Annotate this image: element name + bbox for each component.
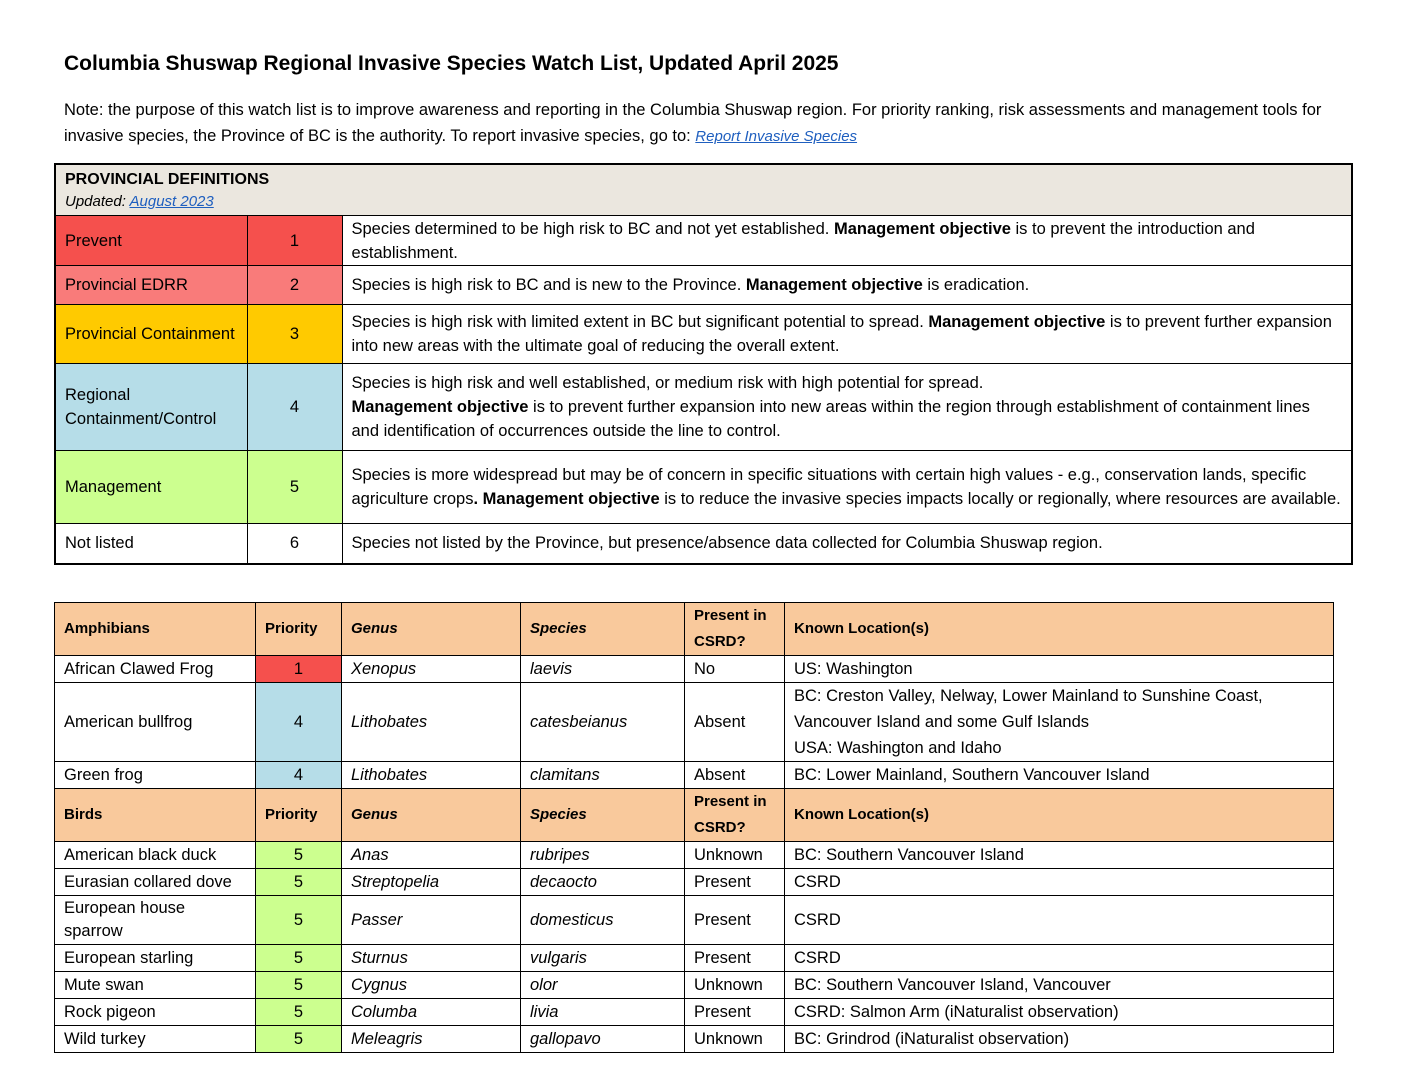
table-row <box>55 945 1334 972</box>
priority-cell: 4 <box>256 762 342 789</box>
genus-cell: Anas <box>342 842 521 869</box>
column-header-location: Known Location(s) <box>785 603 1334 656</box>
intro-note <box>64 97 1344 150</box>
common-name: European house sparrow <box>55 896 256 945</box>
column-header-species: Species <box>521 603 685 656</box>
genus-cell: Streptopelia <box>342 869 521 896</box>
table-row <box>55 999 1334 1026</box>
amphibians-header-row <box>55 603 1334 656</box>
species-cell: decaocto <box>521 869 685 896</box>
priority-cell: 5 <box>256 896 342 945</box>
birds-header-row <box>55 789 1334 842</box>
species-cell: laevis <box>521 656 685 683</box>
common-name: Wild turkey <box>55 1026 256 1053</box>
column-header-location: Known Location(s) <box>785 789 1334 842</box>
table-row <box>55 972 1334 999</box>
table-row <box>55 842 1334 869</box>
present-cell: Present <box>685 869 785 896</box>
definition-row-not-listed <box>55 524 1352 564</box>
priority-cell: 5 <box>256 999 342 1026</box>
priority-cell: 5 <box>256 972 342 999</box>
priority-cell: 4 <box>256 683 342 762</box>
common-name: African Clawed Frog <box>55 656 256 683</box>
table-row <box>55 896 1334 945</box>
present-cell: Present <box>685 945 785 972</box>
group-name: Birds <box>55 789 256 842</box>
present-cell: Unknown <box>685 1026 785 1053</box>
location-cell: CSRD <box>785 945 1334 972</box>
genus-cell: Columba <box>342 999 521 1026</box>
species-cell: olor <box>521 972 685 999</box>
species-cell: catesbeianus <box>521 683 685 762</box>
location-cell: BC: Grindrod (iNaturalist observation) <box>785 1026 1334 1053</box>
column-header-present: Present in CSRD? <box>685 603 785 656</box>
location-cell: CSRD: Salmon Arm (iNaturalist observation) <box>785 999 1334 1026</box>
note-text: Note: the purpose of this watch list is to improve awareness and reporting in the Columbia Shuswap region. For priority ranking, risk assessments and management tools for invasive species, the Province of BC is the authority. To report invasive species, go to: <box>64 101 1322 145</box>
common-name: Mute swan <box>55 972 256 999</box>
species-cell: gallopavo <box>521 1026 685 1053</box>
table-row <box>55 656 1334 683</box>
table-row <box>55 762 1334 789</box>
common-name: Green frog <box>55 762 256 789</box>
definition-row-prevent <box>55 216 1352 266</box>
column-header-priority: Priority <box>256 603 342 656</box>
priority-cell: 5 <box>256 869 342 896</box>
genus-cell: Sturnus <box>342 945 521 972</box>
location-cell: BC: Lower Mainland, Southern Vancouver Island <box>785 762 1334 789</box>
definition-row-provincial-containment <box>55 305 1352 364</box>
present-cell: Absent <box>685 762 785 789</box>
definition-category: Management <box>55 451 247 524</box>
species-cell: rubripes <box>521 842 685 869</box>
definition-description: Species is high risk with limited extent in BC but significant potential to spread. Management objective is to prevent further expansion into new areas with the ultimate goal of reducing the overall extent. <box>342 305 1352 364</box>
present-cell: Present <box>685 896 785 945</box>
species-cell: clamitans <box>521 762 685 789</box>
species-watch-table <box>54 602 1334 1053</box>
column-header-priority: Priority <box>256 789 342 842</box>
column-header-species: Species <box>521 789 685 842</box>
present-cell: Unknown <box>685 842 785 869</box>
table-row <box>55 683 1334 762</box>
priority-cell: 1 <box>256 656 342 683</box>
group-name: Amphibians <box>55 603 256 656</box>
definition-priority: 6 <box>247 524 342 564</box>
genus-cell: Xenopus <box>342 656 521 683</box>
present-cell: Unknown <box>685 972 785 999</box>
present-cell: No <box>685 656 785 683</box>
report-invasive-species-link[interactable]: Report Invasive Species <box>695 128 858 145</box>
updated-date-link[interactable]: August 2023 <box>129 193 214 210</box>
definition-priority: 1 <box>247 216 342 266</box>
genus-cell: Meleagris <box>342 1026 521 1053</box>
column-header-present: Present in CSRD? <box>685 789 785 842</box>
provincial-definitions-table <box>54 163 1353 565</box>
definition-description: Species not listed by the Province, but presence/absence data collected for Columbia Shuswap region. <box>342 524 1352 564</box>
definition-category: Regional Containment/Control <box>55 364 247 451</box>
common-name: American black duck <box>55 842 256 869</box>
definitions-heading: PROVINCIAL DEFINITIONS <box>65 171 270 188</box>
genus-cell: Passer <box>342 896 521 945</box>
definitions-header <box>55 164 1352 216</box>
location-cell: BC: Creston Valley, Nelway, Lower Mainland to Sunshine Coast, Vancouver Island and some Gulf Islands USA: Washington and Idaho <box>785 683 1334 762</box>
definition-priority: 5 <box>247 451 342 524</box>
definition-category: Provincial Containment <box>55 305 247 364</box>
priority-cell: 5 <box>256 842 342 869</box>
definition-priority: 2 <box>247 266 342 305</box>
definition-description: Species determined to be high risk to BC and not yet established. Management objective is to prevent the introduction and establishment. <box>342 216 1352 266</box>
species-cell: domesticus <box>521 896 685 945</box>
species-cell: vulgaris <box>521 945 685 972</box>
page-title: Columbia Shuswap Regional Invasive Species Watch List, Updated April 2025 <box>64 52 839 75</box>
species-cell: livia <box>521 999 685 1026</box>
common-name: American bullfrog <box>55 683 256 762</box>
definition-priority: 4 <box>247 364 342 451</box>
location-cell: BC: Southern Vancouver Island <box>785 842 1334 869</box>
table-row <box>55 869 1334 896</box>
common-name: Rock pigeon <box>55 999 256 1026</box>
present-cell: Absent <box>685 683 785 762</box>
priority-cell: 5 <box>256 945 342 972</box>
priority-cell: 5 <box>256 1026 342 1053</box>
definition-description: Species is high risk to BC and is new to the Province. Management objective is eradication. <box>342 266 1352 305</box>
genus-cell: Lithobates <box>342 683 521 762</box>
location-cell: CSRD <box>785 896 1334 945</box>
common-name: Eurasian collared dove <box>55 869 256 896</box>
definition-row-provincial-edrr <box>55 266 1352 305</box>
column-header-genus: Genus <box>342 603 521 656</box>
definition-category: Not listed <box>55 524 247 564</box>
definition-row-regional-containment <box>55 364 1352 451</box>
column-header-genus: Genus <box>342 789 521 842</box>
updated-label: Updated: <box>65 193 130 210</box>
definition-row-management <box>55 451 1352 524</box>
location-cell: BC: Southern Vancouver Island, Vancouver <box>785 972 1334 999</box>
common-name: European starling <box>55 945 256 972</box>
present-cell: Present <box>685 999 785 1026</box>
definition-priority: 3 <box>247 305 342 364</box>
definition-category: Provincial EDRR <box>55 266 247 305</box>
definition-description: Species is more widespread but may be of concern in specific situations with certain high values - e.g., conservation lands, specific agriculture crops. Management objective is to reduce the invasive species impacts locally or regionally, where resources are available. <box>342 451 1352 524</box>
table-row <box>55 1026 1334 1053</box>
definition-category: Prevent <box>55 216 247 266</box>
definition-description: Species is high risk and well established, or medium risk with high potential for spread. Management objective is to prevent further expansion into new areas within the region through establishment of containment lines and identification of occurrences outside the line to control. <box>342 364 1352 451</box>
location-cell: CSRD <box>785 869 1334 896</box>
location-cell: US: Washington <box>785 656 1334 683</box>
genus-cell: Cygnus <box>342 972 521 999</box>
genus-cell: Lithobates <box>342 762 521 789</box>
